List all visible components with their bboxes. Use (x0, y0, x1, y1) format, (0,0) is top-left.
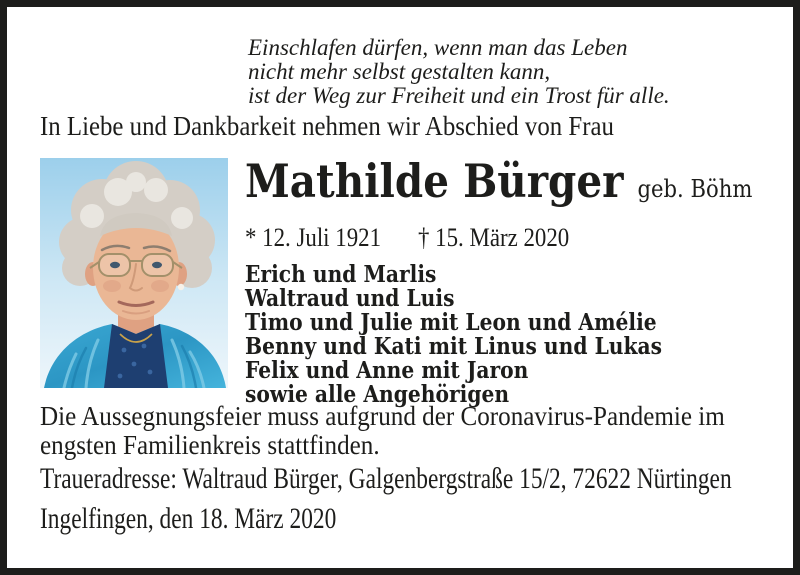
name-line (245, 156, 752, 218)
epigraph-line: ist der Weg zur Freiheit und ein Trost für alle. (248, 83, 670, 108)
maiden-name: geb. Böhm (637, 175, 753, 203)
birth-date: * 12. Juli 1921 (245, 223, 382, 252)
epigraph (248, 36, 670, 108)
deceased-name: Mathilde Bürger (245, 154, 624, 208)
mourner-line: Waltraud und Luis (245, 285, 455, 312)
notice-line: engsten Familienkreis stattfinden. (40, 430, 380, 460)
mourner-line: sowie alle Angehörigen (245, 381, 510, 408)
ceremony-notice (40, 402, 725, 460)
deceased-info (245, 156, 752, 407)
mourners-list (245, 263, 752, 407)
mourner-line: Benny und Kati mit Linus und Lukas (245, 333, 663, 360)
notice-line: Die Aussegnungsfeier muss aufgrund der Coronavirus-Pandemie im (40, 401, 725, 431)
portrait-photo (40, 158, 228, 388)
mourner-line: Felix und Anne mit Jaron (245, 357, 529, 384)
mourner-line: Timo und Julie mit Leon und Amélie (245, 309, 657, 336)
epigraph-line: Einschlafen dürfen, wenn man das Leben (248, 35, 628, 60)
portrait-illustration (40, 158, 228, 388)
epigraph-line: nicht mehr selbst gestalten kann, (248, 59, 551, 84)
life-dates (245, 223, 752, 253)
mourning-address: Traueradresse: Waltraud Bürger, Galgenbergstraße 15/2, 72622 Nürtingen (40, 462, 732, 495)
place-date-line: Ingelfingen, den 18. März 2020 (40, 502, 337, 535)
mourner-line: Erich und Marlis (245, 261, 437, 288)
death-date: † 15. März 2020 (417, 223, 570, 252)
intro-line: In Liebe und Dankbarkeit nehmen wir Abschied von Frau (40, 111, 614, 141)
